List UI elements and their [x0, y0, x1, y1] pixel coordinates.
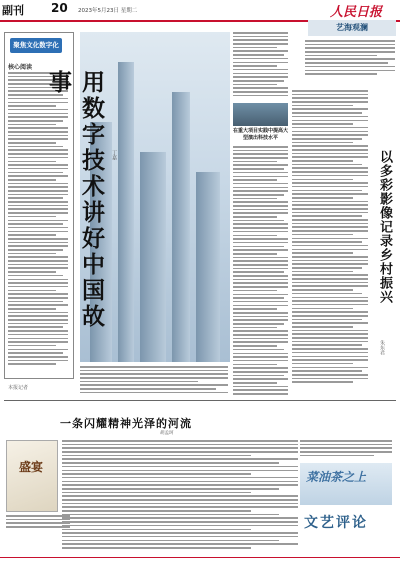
newspaper-logo: 人民日报 — [330, 5, 383, 20]
key-reading-heading: 核心阅读 — [8, 64, 33, 71]
main-article-body-a — [80, 366, 228, 396]
page-number: 20 — [51, 1, 68, 15]
column-name: 文艺评论 — [304, 515, 368, 531]
footer-divider — [0, 557, 400, 558]
book-caption-lines — [6, 515, 70, 533]
issue-date: 2023年5月23日 星期二 — [78, 8, 138, 14]
essay-title: 以多彩影像记录乡村振兴 — [377, 150, 392, 304]
book-cover-image — [6, 440, 58, 512]
review-body-text — [62, 440, 298, 553]
essay-column-badge: 艺海观澜 — [308, 20, 396, 36]
sidebar-body-text — [8, 72, 68, 372]
book-cover-title: 盛宴 — [18, 460, 43, 474]
sidebar-author: 本报记者 — [8, 385, 29, 391]
review-body-right — [300, 440, 392, 460]
review-author: 胡孟珂 — [160, 431, 174, 436]
essay-intro-text — [305, 40, 395, 80]
middle-body-bottom — [233, 146, 288, 396]
section-divider — [4, 400, 396, 401]
main-headline: 用数字技术讲好中国故事 — [45, 70, 104, 330]
section-name: 副刊 — [2, 4, 24, 17]
promo-title: 菜油茶之上 — [306, 470, 367, 484]
essay-author: 朱东君 — [379, 340, 385, 355]
review-title: 一条闪耀精神光泽的河流 — [60, 417, 192, 430]
middle-body-top — [233, 32, 288, 100]
stage-photo — [233, 103, 288, 126]
topic-badge: 聚焦文化数字化 — [10, 38, 62, 53]
essay-body-text — [292, 90, 368, 395]
middle-subhead: 在重大项目实践中提高大型演出科技水平 — [233, 128, 289, 141]
main-byline: 丁嘉 — [111, 150, 117, 160]
